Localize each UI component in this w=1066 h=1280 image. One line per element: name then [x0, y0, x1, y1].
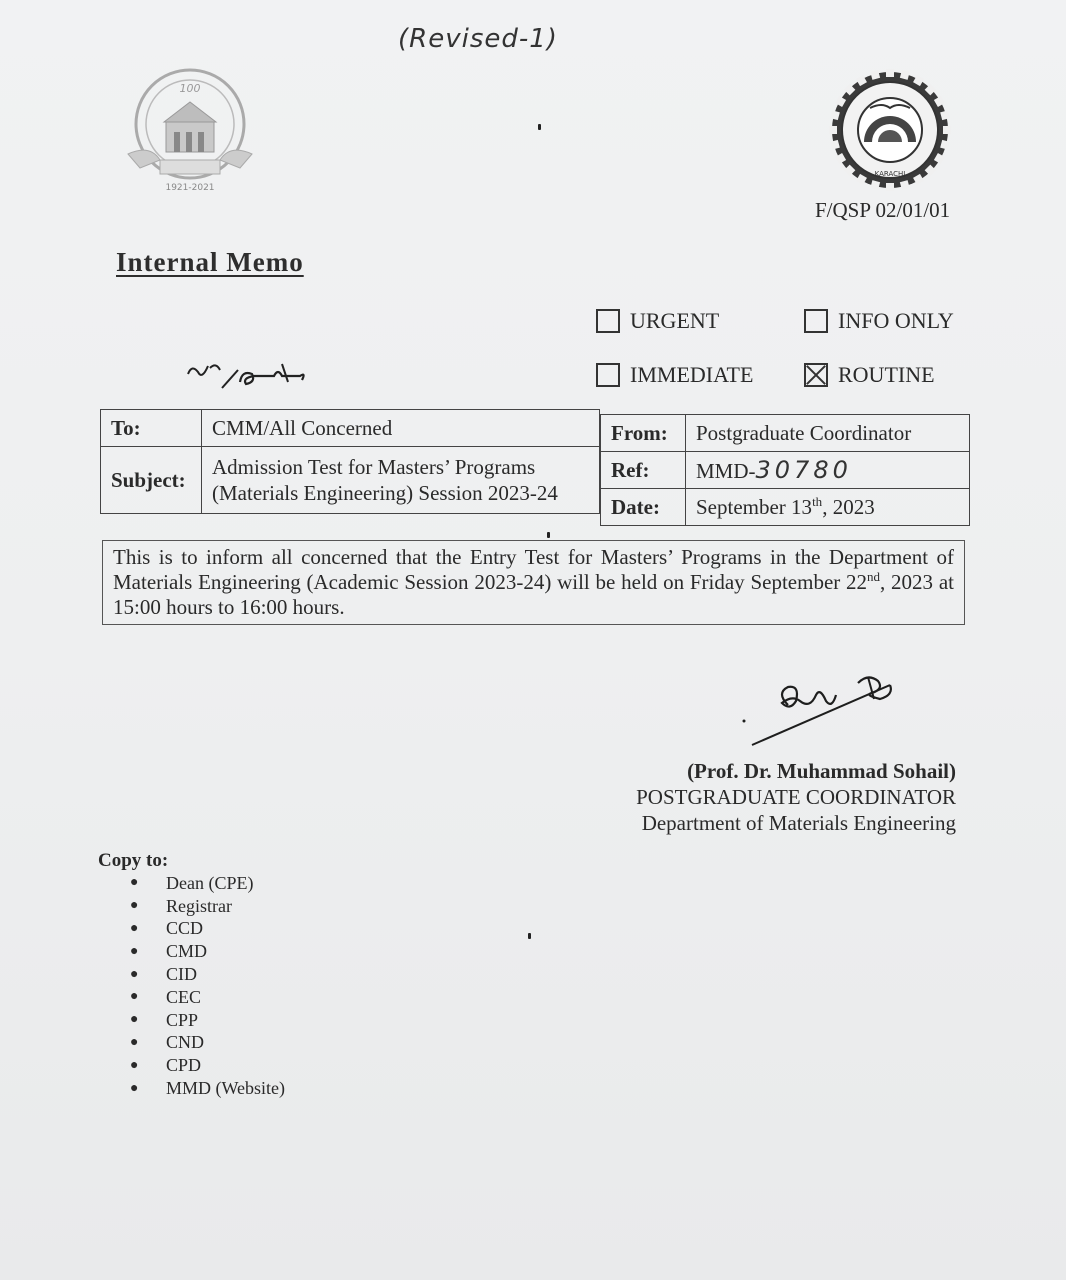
from-value: Postgraduate Coordinator — [686, 415, 970, 452]
info-only-box[interactable] — [804, 309, 828, 333]
date-year: , 2023 — [822, 494, 875, 519]
bullet-icon: ● — [130, 1012, 139, 1028]
routine-label: ROUTINE — [838, 362, 935, 387]
bullet-icon: ● — [130, 1057, 139, 1073]
copy-recipient: CMD — [166, 941, 208, 962]
list-item — [130, 1077, 285, 1100]
subject-value — [202, 447, 600, 514]
copy-recipient: CND — [166, 1032, 205, 1053]
copy-recipient: MMD (Website) — [166, 1078, 286, 1099]
bullet-icon: ● — [130, 1080, 139, 1096]
list-item — [130, 872, 285, 895]
memo-title: Internal Memo — [116, 247, 304, 277]
routine-box[interactable] — [804, 363, 828, 387]
memo-header-right-table — [600, 414, 970, 526]
seal-gear-gap — [886, 69, 894, 77]
copy-recipient: Dean (CPE) — [166, 872, 254, 893]
subject-line-2: (Materials Engineering) Session 2023-24 — [212, 481, 558, 505]
date-suffix: th — [812, 493, 823, 509]
paper-speck — [547, 532, 550, 538]
list-item — [130, 940, 285, 963]
seal-city-text: KARACHI — [874, 170, 906, 178]
bullet-icon: ● — [130, 943, 139, 959]
bullet-icon: ● — [130, 898, 139, 914]
info-only-label: INFO ONLY — [838, 308, 954, 333]
routine-checkbox[interactable] — [804, 362, 935, 388]
handwritten-initials — [182, 352, 312, 396]
university-seal-logo — [822, 68, 958, 194]
copy-recipient: CEC — [166, 986, 202, 1007]
body-text-part-2: , 2023 at 15:00 hours to 16:00 hours. — [113, 570, 954, 619]
body-text-part-1: This is to inform all concerned that the Entry Test for Masters’ Programs in the Department of Materials Engineering (Academic Session 2023-24) will be held on Friday September 22 — [113, 545, 954, 594]
paper-speck — [528, 933, 531, 939]
to-value: CMM/All Concerned — [202, 410, 600, 447]
info-only-checkbox[interactable] — [804, 308, 954, 334]
to-label: To: — [101, 410, 202, 447]
memo-header-left-table — [100, 409, 600, 514]
copy-recipient: Registrar — [166, 895, 232, 916]
paper-speck — [538, 124, 541, 130]
date-value — [686, 489, 970, 526]
immediate-checkbox[interactable] — [596, 362, 753, 388]
centenary-logo — [120, 64, 260, 194]
from-label: From: — [601, 415, 686, 452]
ref-number: 30780 — [755, 456, 852, 484]
ref-value — [686, 452, 970, 489]
body-date-suffix: nd — [867, 569, 881, 584]
copy-to-label: Copy to: — [98, 850, 169, 871]
signatory-designation: POSTGRADUATE COORDINATOR — [636, 785, 956, 809]
seal-gear-gap — [829, 126, 837, 134]
ref-prefix: MMD- — [696, 459, 756, 483]
seal-gear-gap — [943, 126, 951, 134]
form-code: F/QSP 02/01/01 — [815, 198, 951, 222]
date-main: September 13 — [696, 494, 813, 519]
logo-years-text: 1921-2021 — [165, 183, 215, 193]
list-item — [130, 986, 285, 1009]
signatory-name: (Prof. Dr. Muhammad Sohail) — [687, 759, 956, 783]
seal-gear-gap — [886, 183, 894, 191]
copy-recipient: CPD — [166, 1055, 202, 1076]
bullet-icon: ● — [130, 966, 139, 982]
signatory-department: Department of Materials Engineering — [641, 811, 956, 835]
immediate-label: IMMEDIATE — [630, 362, 754, 387]
copy-recipient: CCD — [166, 918, 204, 939]
subject-line-1: Admission Test for Masters’ Programs — [212, 455, 536, 479]
list-item — [130, 1009, 285, 1032]
list-item — [130, 963, 285, 986]
subject-label: Subject: — [101, 447, 202, 514]
bullet-icon: ● — [130, 989, 139, 1005]
bullet-icon: ● — [130, 1034, 139, 1050]
urgent-box[interactable] — [596, 309, 620, 333]
list-item — [130, 918, 285, 941]
revised-annotation: (Revised-1) — [398, 24, 558, 54]
date-label: Date: — [601, 489, 686, 526]
copy-recipient: CPP — [166, 1009, 199, 1030]
bullet-icon: ● — [130, 920, 139, 936]
signature-block — [560, 758, 956, 836]
urgent-checkbox[interactable] — [596, 308, 719, 334]
list-item — [130, 1054, 285, 1077]
handwritten-signature — [740, 665, 910, 751]
immediate-box[interactable] — [596, 363, 620, 387]
copy-to-list — [130, 872, 285, 1100]
ref-label: Ref: — [601, 452, 686, 489]
logo-100-text: 100 — [179, 82, 201, 95]
list-item — [130, 1032, 285, 1055]
list-item — [130, 895, 285, 918]
urgent-label: URGENT — [630, 308, 720, 333]
copy-recipient: CID — [166, 964, 197, 985]
memo-body — [102, 540, 965, 625]
bullet-icon: ● — [130, 875, 139, 891]
